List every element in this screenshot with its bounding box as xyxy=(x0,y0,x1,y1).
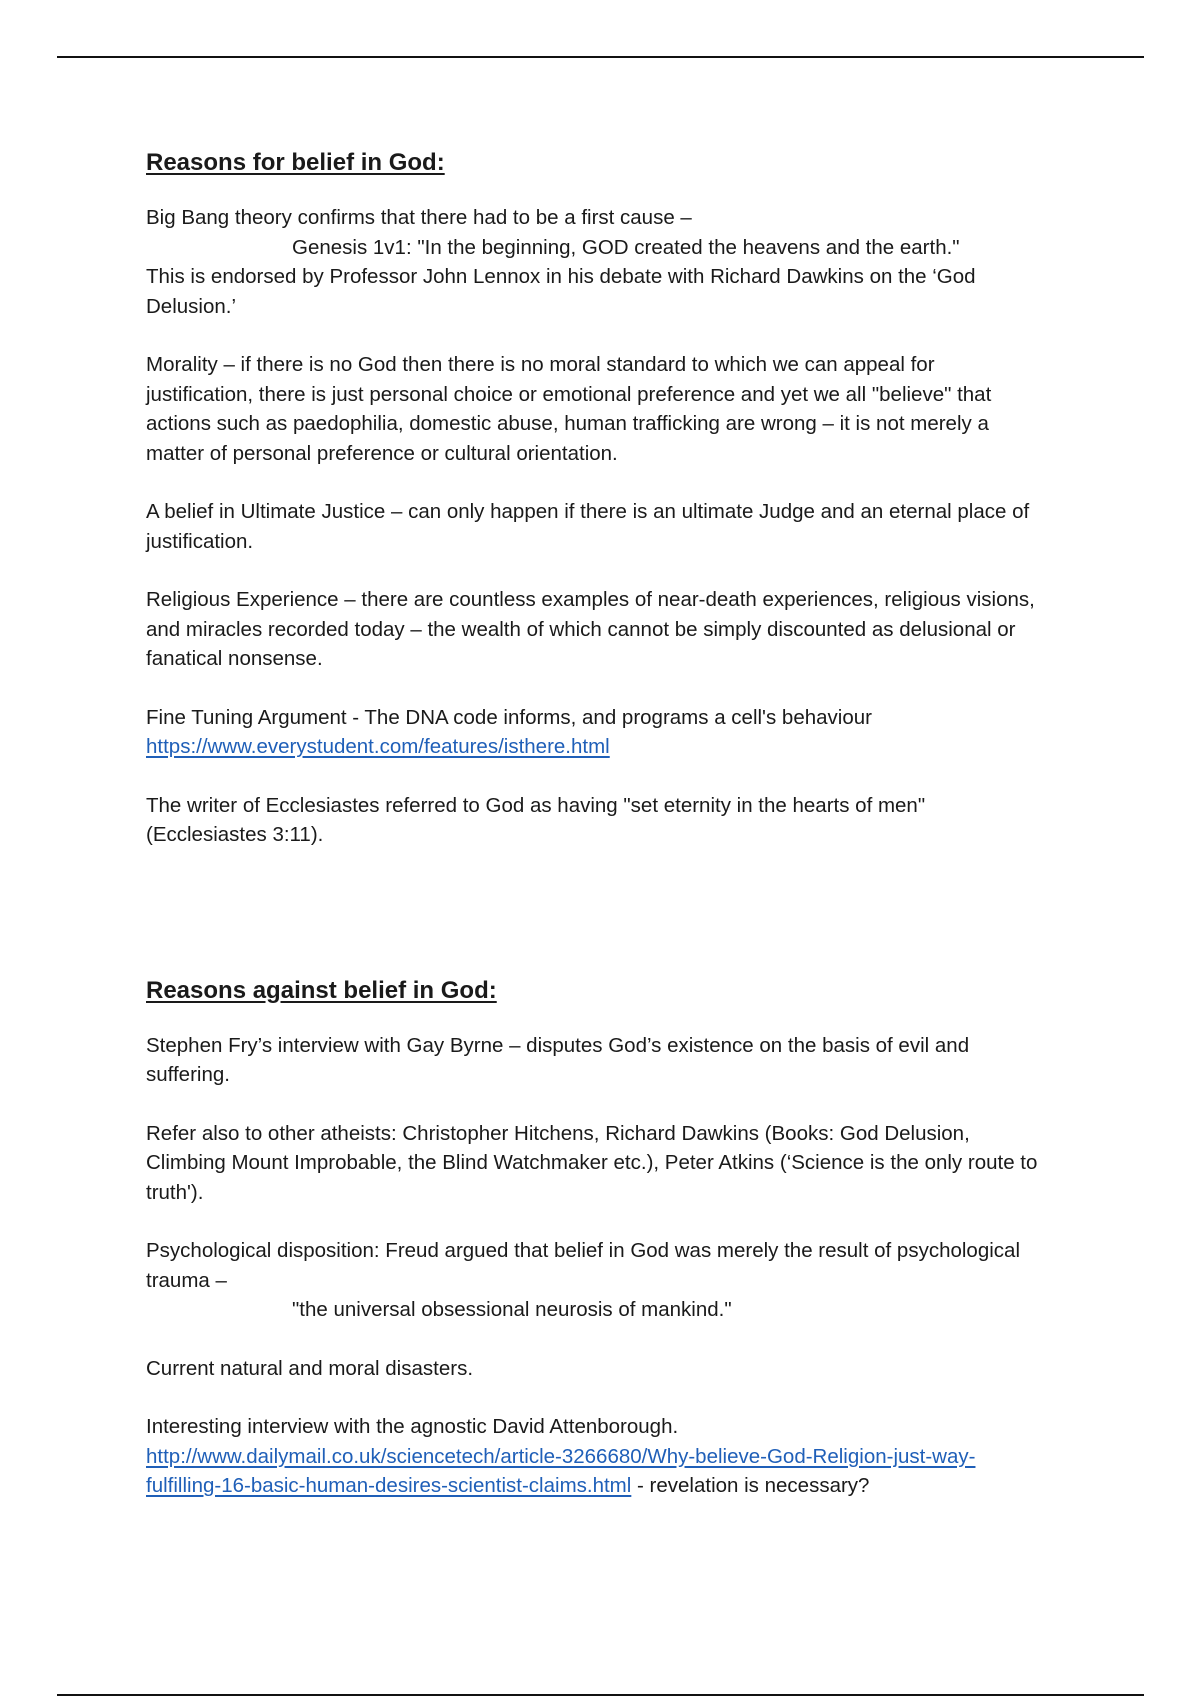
fine-tuning-text: Fine Tuning Argument - The DNA code informs, and programs a cell's behaviour xyxy=(146,705,872,729)
paragraph-big-bang xyxy=(146,203,1046,321)
paragraph-other-atheists: Refer also to other atheists: Christopher Hitchens, Richard Dawkins (Books: God Delusion, Climbing Mount Improbable, the Blind Watchmaker etc.), Peter Atkins (‘Science is the only route to truth'). xyxy=(146,1121,1038,1204)
heading-reasons-for: Reasons for belief in God: xyxy=(146,149,445,176)
paragraph-morality: Morality – if there is no God then there is no moral standard to which we can appeal for justification, there is just personal choice or emotional preference and yet we all "believe" that actions such as paedophilia, domestic abuse, human trafficking are wrong – it is not merely a matter of personal preference or cultural orientation. xyxy=(146,353,992,465)
freud-text: Psychological disposition: Freud argued that belief in God was merely the result of psychological trauma – xyxy=(146,1239,1020,1292)
document-body xyxy=(146,146,1046,1501)
attenborough-text: Interesting interview with the agnostic David Attenborough. xyxy=(146,1415,679,1438)
dailymail-link[interactable]: http://www.dailymail.co.uk/sciencetech/article-3266680/Why-believe-God-Religion-just-way-fulfilling-16-basic-human-desires-scientist-claims.html xyxy=(146,1444,976,1497)
paragraph-stephen-fry: Stephen Fry’s interview with Gay Byrne – disputes God’s existence on the basis of evil and suffering. xyxy=(146,1033,970,1086)
paragraph-disasters: Current natural and moral disasters. xyxy=(146,1356,474,1380)
everystudent-link[interactable]: https://www.everystudent.com/features/isthere.html xyxy=(146,735,610,758)
paragraph-ultimate-justice: A belief in Ultimate Justice – can only happen if there is an ultimate Judge and an eternal place of justification. xyxy=(146,500,1030,553)
lennox-text: This is endorsed by Professor John Lennox in his debate with Richard Dawkins on the ‘God Delusion.’ xyxy=(146,265,976,318)
heading-reasons-against: Reasons against belief in God: xyxy=(146,976,497,1004)
paragraph-ecclesiastes: The writer of Ecclesiastes referred to God as having "set eternity in the hearts of men" (Ecclesiastes 3:11). xyxy=(146,793,926,846)
page-bottom-rule xyxy=(57,1694,1144,1696)
big-bang-text: Big Bang theory confirms that there had to be a first cause – xyxy=(146,206,692,229)
paragraph-fine-tuning xyxy=(146,703,1046,762)
genesis-quote: Genesis 1v1: "In the beginning, GOD created the heavens and the earth." xyxy=(292,235,960,259)
attenborough-suffix: - revelation is necessary? xyxy=(631,1474,870,1497)
page-top-rule xyxy=(57,56,1144,58)
paragraph-freud xyxy=(146,1236,1046,1325)
freud-quote: "the universal obsessional neurosis of mankind." xyxy=(292,1298,732,1321)
paragraph-attenborough xyxy=(146,1412,1046,1501)
paragraph-religious-experience: Religious Experience – there are countless examples of near-death experiences, religious visions, and miracles recorded today – the wealth of which cannot be simply discounted as delusional or fanatical nonsense. xyxy=(146,588,1035,670)
